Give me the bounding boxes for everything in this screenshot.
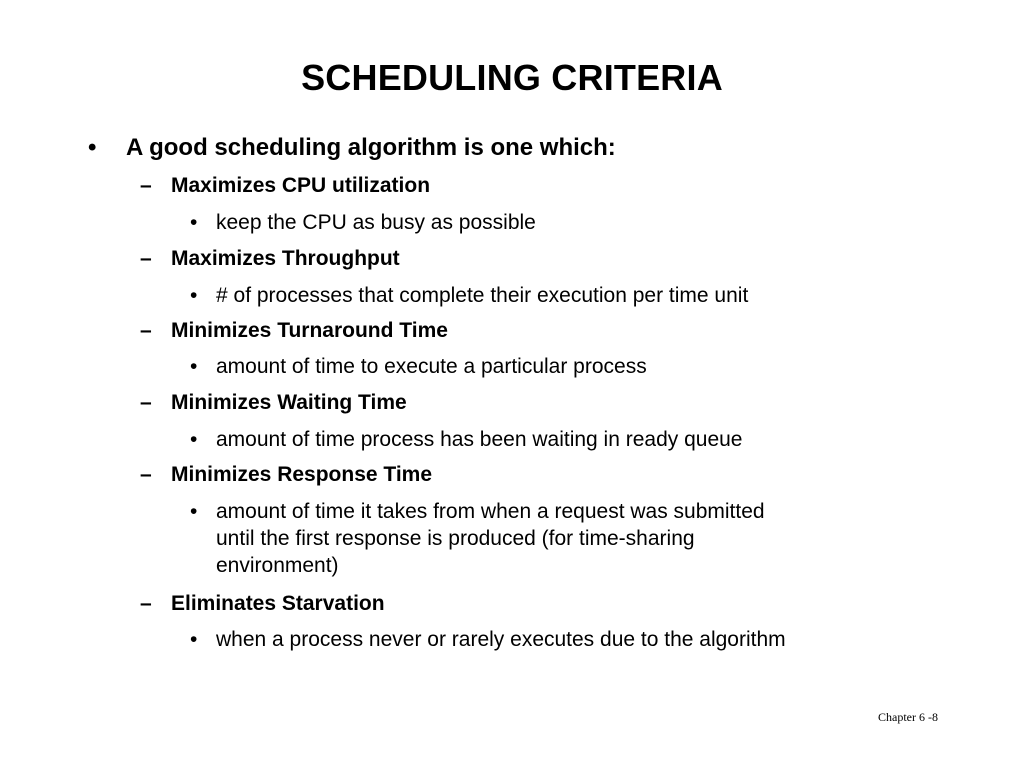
criterion-detail-text: # of processes that complete their execution per time unit [216, 284, 749, 307]
criterion-detail-text: keep the CPU as busy as possible [216, 211, 536, 234]
criterion-label: Eliminates Starvation [171, 592, 385, 615]
slide-title: SCHEDULING CRITERIA [301, 57, 723, 98]
criterion-detail-text: amount of time process has been waiting in ready queue [216, 428, 743, 451]
criterion-detail-text: when a process never or rarely executes due to the algorithm [216, 628, 786, 651]
main-bullet-text: A good scheduling algorithm is one which: [126, 134, 616, 161]
bullet-marker: • [190, 284, 198, 307]
dash-marker: – [140, 463, 152, 486]
criterion-detail-text: amount of time it takes from when a request was submitted until the first response is produced (for time-sharing environment) [216, 500, 765, 577]
bullet-marker: • [190, 628, 198, 651]
bullet-marker: • [190, 355, 198, 378]
criterion-detail-text: amount of time to execute a particular process [216, 355, 647, 378]
dash-marker: – [140, 391, 152, 414]
dash-marker: – [140, 174, 152, 197]
criterion-label: Minimizes Response Time [171, 463, 433, 486]
bullet-marker: • [190, 500, 198, 523]
dash-marker: – [140, 592, 152, 615]
criterion-label: Minimizes Waiting Time [171, 391, 407, 414]
criterion-label: Maximizes CPU utilization [171, 174, 431, 197]
criterion-label: Minimizes Turnaround Time [171, 319, 448, 342]
bullet-marker: • [88, 134, 97, 161]
bullet-marker: • [190, 211, 198, 234]
slide-footer: Chapter 6 -8 [878, 710, 938, 724]
dash-marker: – [140, 247, 152, 270]
dash-marker: – [140, 319, 152, 342]
bullet-marker: • [190, 428, 198, 451]
criterion-label: Maximizes Throughput [171, 247, 400, 270]
